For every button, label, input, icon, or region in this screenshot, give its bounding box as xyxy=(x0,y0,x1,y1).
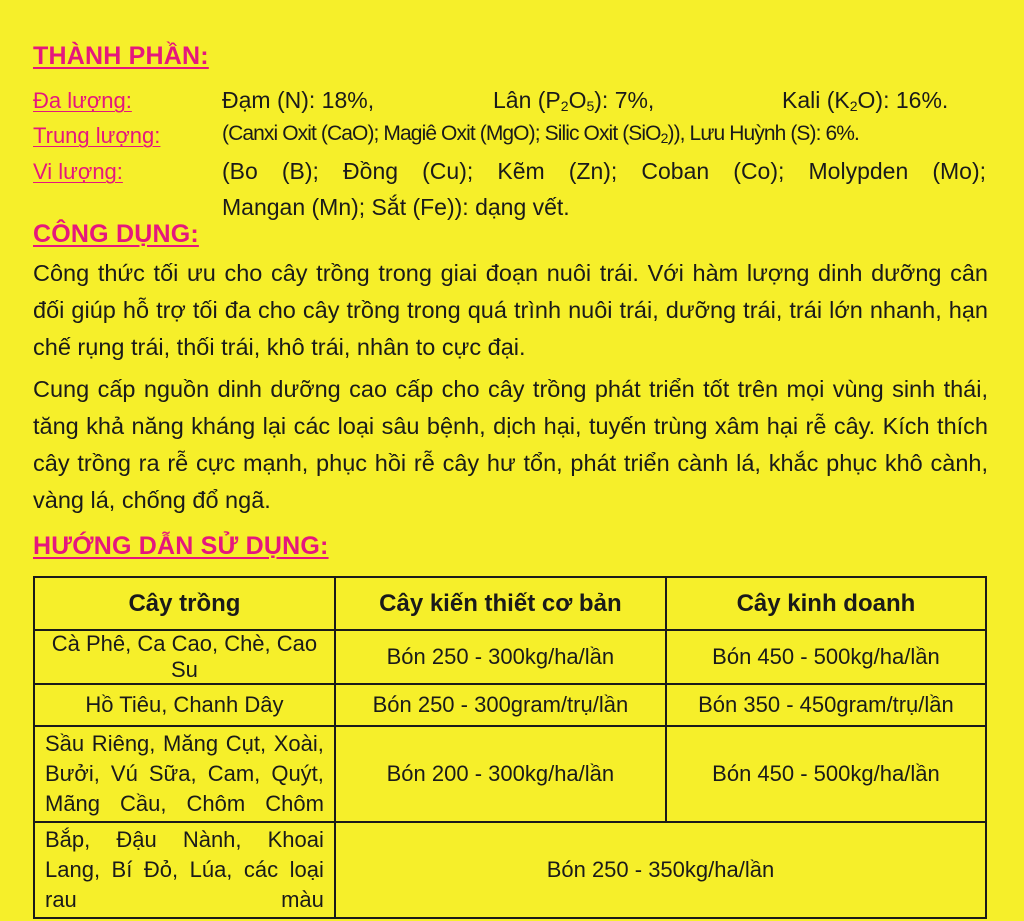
crop-cell: Cà Phê, Ca Cao, Chè, Cao Su xyxy=(34,630,335,684)
header-business: Cây kinh doanh xyxy=(666,577,986,630)
phosphorus-value: Lân $(P_2O_5)$: 7%, xyxy=(493,87,655,114)
table-row xyxy=(34,684,986,726)
basic-dose-cell: Bón 250 - 300gram/trụ/lần xyxy=(335,684,666,726)
basic-dose-cell: Bón 250 - 300kg/ha/lần xyxy=(335,630,666,684)
usage-table xyxy=(33,576,987,919)
uses-heading: CÔNG DỤNG: xyxy=(33,220,199,248)
crop-cell: Sầu Riêng, Măng Cụt, Xoài, Bưởi, Vú Sữa, Cam, Quýt, Mãng Cầu, Chôm Chôm xyxy=(34,726,335,822)
micro-label: Vi lượng: xyxy=(33,159,123,184)
merged-dose-cell: Bón 250 - 350kg/ha/lần xyxy=(335,822,986,918)
micro-value-line1: (Bo (B); Đồng (Cu); Kẽm (Zn); Coban (Co); Molypden (Mo); xyxy=(222,158,986,184)
instructions-heading: HƯỚNG DẪN SỬ DỤNG: xyxy=(33,532,329,560)
secondary-value: (Canxi Oxit (CaO); Magiê Oxit (MgO); Silic Oxit (SiO$_2$)), Lưu Huỳnh (S): 6%. xyxy=(222,122,859,146)
nitrogen-value: Đạm (N): 18%, xyxy=(222,87,375,113)
macro-label: Đa lượng: xyxy=(33,88,132,113)
uses-paragraph-1: Công thức tối ưu cho cây trồng trong giai đoạn nuôi trái. Với hàm lượng dinh dưỡng cân đối giúp hỗ trợ tối đa cho cây trồng trong quá trình nuôi trái, dưỡng trái, trái lớn nhanh, hạn chế rụng trái, thối trái, khô trái, nhân to cực đại. xyxy=(33,260,988,360)
uses-paragraph-2: Cung cấp nguồn dinh dưỡng cao cấp cho cây trồng phát triển tốt trên mọi vùng sinh thái, tăng khả năng kháng lại các loại sâu bệnh, dịch hại, tuyến trùng xâm hại rễ cây. Kích thích cây trồng ra rễ cực mạnh, phục hồi rễ cây hư tổn, phát triển cành lá, khắc phục khô cành, vàng lá, chống đổ ngã. xyxy=(33,376,988,513)
secondary-label: Trung lượng: xyxy=(33,123,161,148)
crop-cell: Bắp, Đậu Nành, Khoai Lang, Bí Đỏ, Lúa, các loại rau màu xyxy=(34,822,335,918)
table-header-row xyxy=(34,577,986,630)
table-row xyxy=(34,822,986,918)
business-dose-cell: Bón 450 - 500kg/ha/lần xyxy=(666,630,986,684)
table-row xyxy=(34,630,986,684)
table-row xyxy=(34,726,986,822)
header-basic: Cây kiến thiết cơ bản xyxy=(335,577,666,630)
micro-value-line2: Mangan (Mn); Sắt (Fe)): dạng vết. xyxy=(222,194,570,220)
header-crop: Cây trồng xyxy=(34,577,335,630)
business-dose-cell: Bón 450 - 500kg/ha/lần xyxy=(666,726,986,822)
crop-cell: Hồ Tiêu, Chanh Dây xyxy=(34,684,335,726)
business-dose-cell: Bón 350 - 450gram/trụ/lần xyxy=(666,684,986,726)
basic-dose-cell: Bón 200 - 300kg/ha/lần xyxy=(335,726,666,822)
composition-heading: THÀNH PHẦN: xyxy=(33,42,209,70)
potassium-value: Kali $(K_2O)$: 16%. xyxy=(782,87,949,114)
